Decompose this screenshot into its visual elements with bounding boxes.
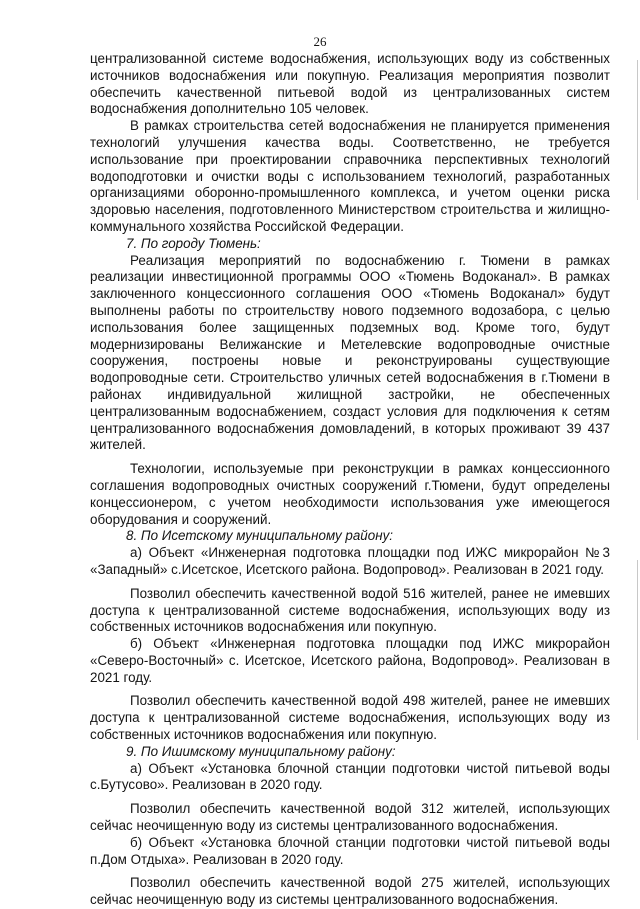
page-number: 26 xyxy=(313,34,327,49)
document-body xyxy=(90,51,610,909)
body-paragraph: а) Объект «Инженерная подготовка площадки под ИЖС микрорайон №3 «Западный» с.Исетское, Исетского района. Водопровод». Реализован в 2021 году. xyxy=(90,545,610,577)
body-paragraph: Реализация мероприятий по водоснабжению г. Тюмени в рамках реализации инвестиционной программы ООО «Тюмень Водоканал». В рамках заключенного концессионного соглашения ООО «Тюмень Водоканал» будут выполнены работы по строительству нового подземного водозабора, с целью использования более защищенных подземных вод. Кроме того, будут модернизированы Велижанские и Метелевские водопроводные очистные сооружения, построены новые и реконструированы существующие водопроводные сети. Строительство уличных сетей водоснабжения в г.Тюмени в районах индивидуальной жилищной застройки, не обеспеченных централизованным водоснабжением, создаст условия для подключения к сетям централизованного водоснабжения домовладений, в которых проживают 39 437 жителей. xyxy=(90,252,610,453)
scan-edge-mark xyxy=(637,560,638,740)
body-paragraph: В рамках строительства сетей водоснабжения не планируется применения технологий улучшения качества воды. Соответственно, не требуется использование при проектировании справочника перспективных технологий водоподготовки и очистки воды с использованием технологий, разработанных организациями оборонно-промышленного комплекса, и учетом оценки риска здоровью населения, подготовленного Министерством строительства и жилищно-коммунального хозяйства Российской Федерации. xyxy=(90,118,610,234)
scan-edge-mark xyxy=(637,60,638,200)
body-paragraph: Технологии, используемые при реконструкции в рамках концессионного соглашения водопроводных очистных сооружений г.Тюмени, будут определены концессионером, с учетом необходимости использования уже имеющегося оборудования и сооружений. xyxy=(90,461,610,527)
section-heading: 9. По Ишимскому муниципальному району: xyxy=(126,743,396,759)
body-paragraph: централизованной системе водоснабжения, использующих воду из собственных источников водоснабжения или покупную. Реализация мероприятия позволит обеспечить качественной питьевой водой из централизованных систем водоснабжения дополнительно 105 человек. xyxy=(90,51,610,117)
body-paragraph: Позволил обеспечить качественной водой 312 жителей, использующих сейчас неочищенную воду из системы централизованного водоснабжения. xyxy=(90,801,610,834)
body-paragraph: Позволил обеспечить качественной водой 498 жителей, ранее не имевших доступа к централизованной системе водоснабжения, использующих воду из собственных источников водоснабжения или покупную. xyxy=(90,693,610,743)
section-heading: 8. По Исетскому муниципальному району: xyxy=(126,528,393,544)
body-paragraph: б) Объект «Установка блочной станции подготовки чистой питьевой воды п.Дом Отдыха». Реализован в 2020 году. xyxy=(90,834,610,867)
section-heading: 7. По городу Тюмень: xyxy=(126,235,261,251)
body-paragraph: б) Объект «Инженерная подготовка площадки под ИЖС микрорайон «Северо-Восточный» с. Исетское, Исетского района, Водопровод». Реализован в 2021 году. xyxy=(90,636,610,685)
body-paragraph: Позволил обеспечить качественной водой 275 жителей, использующих сейчас неочищенную воду из системы централизованного водоснабжения. xyxy=(90,875,610,908)
body-paragraph: Позволил обеспечить качественной водой 516 жителей, ранее не имевших доступа к централизованной системе водоснабжения, использующих воду из собственных источников водоснабжения или покупную. xyxy=(90,585,610,635)
body-paragraph: а) Объект «Установка блочной станции подготовки чистой питьевой воды с.Бутусово». Реализован в 2020 году. xyxy=(90,760,610,793)
